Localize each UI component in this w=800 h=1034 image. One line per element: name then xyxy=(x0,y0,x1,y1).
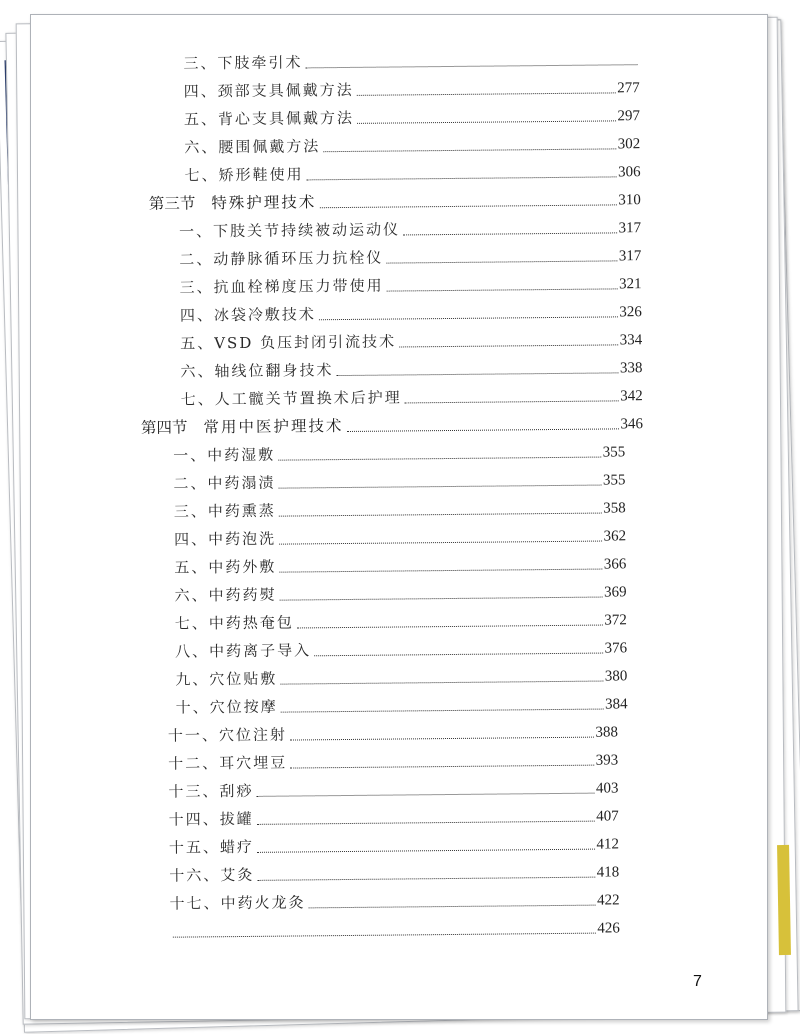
toc-entry-title: 十一、穴位注射 xyxy=(167,725,288,745)
toc-entry-row xyxy=(175,661,627,689)
toc-entry-row xyxy=(175,605,627,633)
toc-entry-title: 五、背心支具佩戴方法 xyxy=(183,108,355,129)
dot-leader xyxy=(279,485,601,489)
toc-page-number: 393 xyxy=(595,752,619,769)
toc-entry-title: 二、中药溻渍 xyxy=(173,473,276,493)
toc-page-number: 317 xyxy=(618,248,642,265)
toc-section-number: 第四节 xyxy=(140,418,188,437)
toc-page-number: 366 xyxy=(603,556,627,573)
toc-page-number: 334 xyxy=(619,332,643,349)
toc-entry-row xyxy=(179,241,641,269)
toc-page-number: 358 xyxy=(603,500,626,517)
toc-page-number: 376 xyxy=(604,640,628,657)
toc-entry-title: 三、中药熏蒸 xyxy=(173,501,276,521)
toc-entry-row xyxy=(183,45,639,73)
toc-page-number: 418 xyxy=(596,864,620,881)
dot-leader xyxy=(290,737,593,741)
toc-entry-row xyxy=(179,213,641,241)
toc-page-number: 297 xyxy=(617,108,641,125)
toc-entry-row xyxy=(175,633,627,661)
dot-leader xyxy=(280,597,602,601)
dot-leader xyxy=(347,428,619,432)
dot-leader xyxy=(319,204,616,208)
toc-section-row xyxy=(149,185,641,214)
toc-page-number: 355 xyxy=(602,472,626,489)
toc-entry-row xyxy=(179,269,641,297)
toc-page-number: 277 xyxy=(617,80,640,97)
toc-entry-row xyxy=(173,465,625,493)
toc-entry-title: 八、中药离子导入 xyxy=(175,641,312,661)
dot-leader xyxy=(399,344,618,347)
page-number: 7 xyxy=(693,973,702,990)
toc-entry-title: 常用中医护理技术 xyxy=(203,417,344,437)
dot-leader xyxy=(257,793,594,797)
toc-page-number: 326 xyxy=(619,304,642,321)
toc-entry-title: 十四、拔罐 xyxy=(168,809,254,829)
toc-page-number: 355 xyxy=(602,444,626,461)
toc-entry-row xyxy=(168,745,618,773)
toc-section-row xyxy=(141,409,643,438)
toc-page-number: 302 xyxy=(617,136,641,153)
toc-entry-title: 一、下肢关节持续被动运动仪 xyxy=(178,220,401,241)
toc-page-number: 338 xyxy=(619,360,643,377)
dot-leader xyxy=(257,877,594,881)
toc-entry-title: 五、VSD 负压封闭引流技术 xyxy=(180,332,397,353)
toc-entry-row xyxy=(174,577,626,605)
toc-entry-title: 四、中药泡洗 xyxy=(173,529,277,549)
dot-leader xyxy=(319,316,617,320)
dot-leader xyxy=(257,821,594,825)
toc-entry-title: 七、中药热奄包 xyxy=(174,613,294,633)
dot-leader xyxy=(405,400,618,403)
toc-entry-title: 四、颈部支具佩戴方法 xyxy=(183,80,354,101)
toc-entry-row xyxy=(180,325,642,353)
toc-entry-title: 六、中药药熨 xyxy=(174,585,277,605)
dot-leader xyxy=(257,849,594,853)
dot-leader xyxy=(281,709,603,713)
toc-entry-row xyxy=(184,129,640,157)
toc-page-number: 384 xyxy=(605,696,628,713)
dot-leader xyxy=(297,625,602,629)
toc-page-number: 422 xyxy=(596,892,620,909)
dot-leader xyxy=(386,260,616,263)
toc-entry-row xyxy=(174,493,626,521)
toc-entry-row xyxy=(170,913,620,941)
dot-leader xyxy=(314,653,602,657)
toc-page-number: 346 xyxy=(620,416,644,433)
toc-page-number: 412 xyxy=(596,836,620,853)
toc-page-number: 426 xyxy=(597,920,620,937)
toc-entry-row xyxy=(174,521,626,549)
toc-entry-row xyxy=(184,157,640,185)
toc-page xyxy=(30,14,768,1020)
toc-list xyxy=(31,8,777,1019)
toc-page-number: 342 xyxy=(620,388,643,405)
toc-entry-row xyxy=(184,73,640,101)
toc-entry-title: 七、矫形鞋使用 xyxy=(184,165,304,185)
toc-entry-title: 一、中药湿敷 xyxy=(173,445,276,465)
dot-leader xyxy=(403,232,616,235)
toc-entry-title: 十五、蜡疗 xyxy=(168,837,255,857)
toc-entry-title: 三、下肢牵引术 xyxy=(183,53,303,73)
dot-leader xyxy=(307,176,616,180)
toc-entry-row xyxy=(176,689,628,717)
book-edge xyxy=(777,845,791,955)
toc-page-number: 407 xyxy=(596,808,619,825)
toc-page-number: 321 xyxy=(619,276,642,293)
toc-entry-title: 特殊护理技术 xyxy=(211,193,317,213)
toc-section-number: 第三节 xyxy=(148,194,196,213)
toc-page-number: 369 xyxy=(603,584,627,601)
toc-entry-title: 四、冰袋冷敷技术 xyxy=(179,305,316,325)
toc-entry-row xyxy=(180,297,642,325)
dot-leader xyxy=(290,765,593,769)
dot-leader xyxy=(279,513,601,517)
toc-page-number: 388 xyxy=(595,724,618,741)
toc-entry-title: 六、腰围佩戴方法 xyxy=(184,137,321,157)
dot-leader xyxy=(357,120,615,123)
toc-page-number: 317 xyxy=(618,220,642,237)
dot-leader xyxy=(309,905,595,909)
toc-entry-title: 十七、中药火龙灸 xyxy=(169,893,306,913)
dot-leader xyxy=(323,148,615,152)
toc-entry-title: 三、抗血栓梯度压力带使用 xyxy=(179,276,384,297)
dot-leader xyxy=(278,457,600,461)
toc-entry-title: 十三、刮痧 xyxy=(168,781,254,801)
toc-page-number: 306 xyxy=(617,164,641,181)
toc-entry-row xyxy=(180,353,642,381)
dot-leader xyxy=(279,569,601,573)
dot-leader xyxy=(306,64,638,68)
toc-entry-title: 十、穴位按摩 xyxy=(175,697,278,717)
toc-entry-row xyxy=(169,829,619,857)
toc-entry-row xyxy=(168,717,618,745)
toc-entry-title: 九、穴位贴敷 xyxy=(175,669,278,689)
dot-leader xyxy=(279,541,601,545)
dot-leader xyxy=(280,681,602,685)
toc-entry-title: 十六、艾灸 xyxy=(169,865,255,885)
toc-page-number: 380 xyxy=(604,668,628,685)
toc-entry-row xyxy=(169,801,619,829)
toc-entry-title: 六、轴线位翻身技术 xyxy=(180,361,334,381)
toc-entry-row xyxy=(168,773,618,801)
toc-page-number: 362 xyxy=(603,528,627,545)
toc-entry-row xyxy=(173,437,625,465)
toc-entry-title: 二、动静脉循环压力抗栓仪 xyxy=(179,248,384,269)
toc-entry-title: 五、中药外敷 xyxy=(174,557,277,577)
toc-entry-row xyxy=(181,381,643,409)
toc-page-number: 310 xyxy=(618,192,641,209)
dot-leader xyxy=(357,92,615,95)
toc-entry-row xyxy=(169,885,619,913)
toc-entry-row xyxy=(184,101,640,129)
toc-page-number: 403 xyxy=(595,780,619,797)
toc-entry-title: 七、人工髋关节置换术后护理 xyxy=(180,388,402,409)
toc-entry-row xyxy=(169,857,619,885)
dot-leader xyxy=(173,933,595,938)
dot-leader xyxy=(336,372,617,376)
toc-entry-title: 十二、耳穴埋豆 xyxy=(168,753,288,773)
toc-page-number: 372 xyxy=(604,612,627,629)
dot-leader xyxy=(387,288,617,291)
toc-entry-row xyxy=(174,549,626,577)
